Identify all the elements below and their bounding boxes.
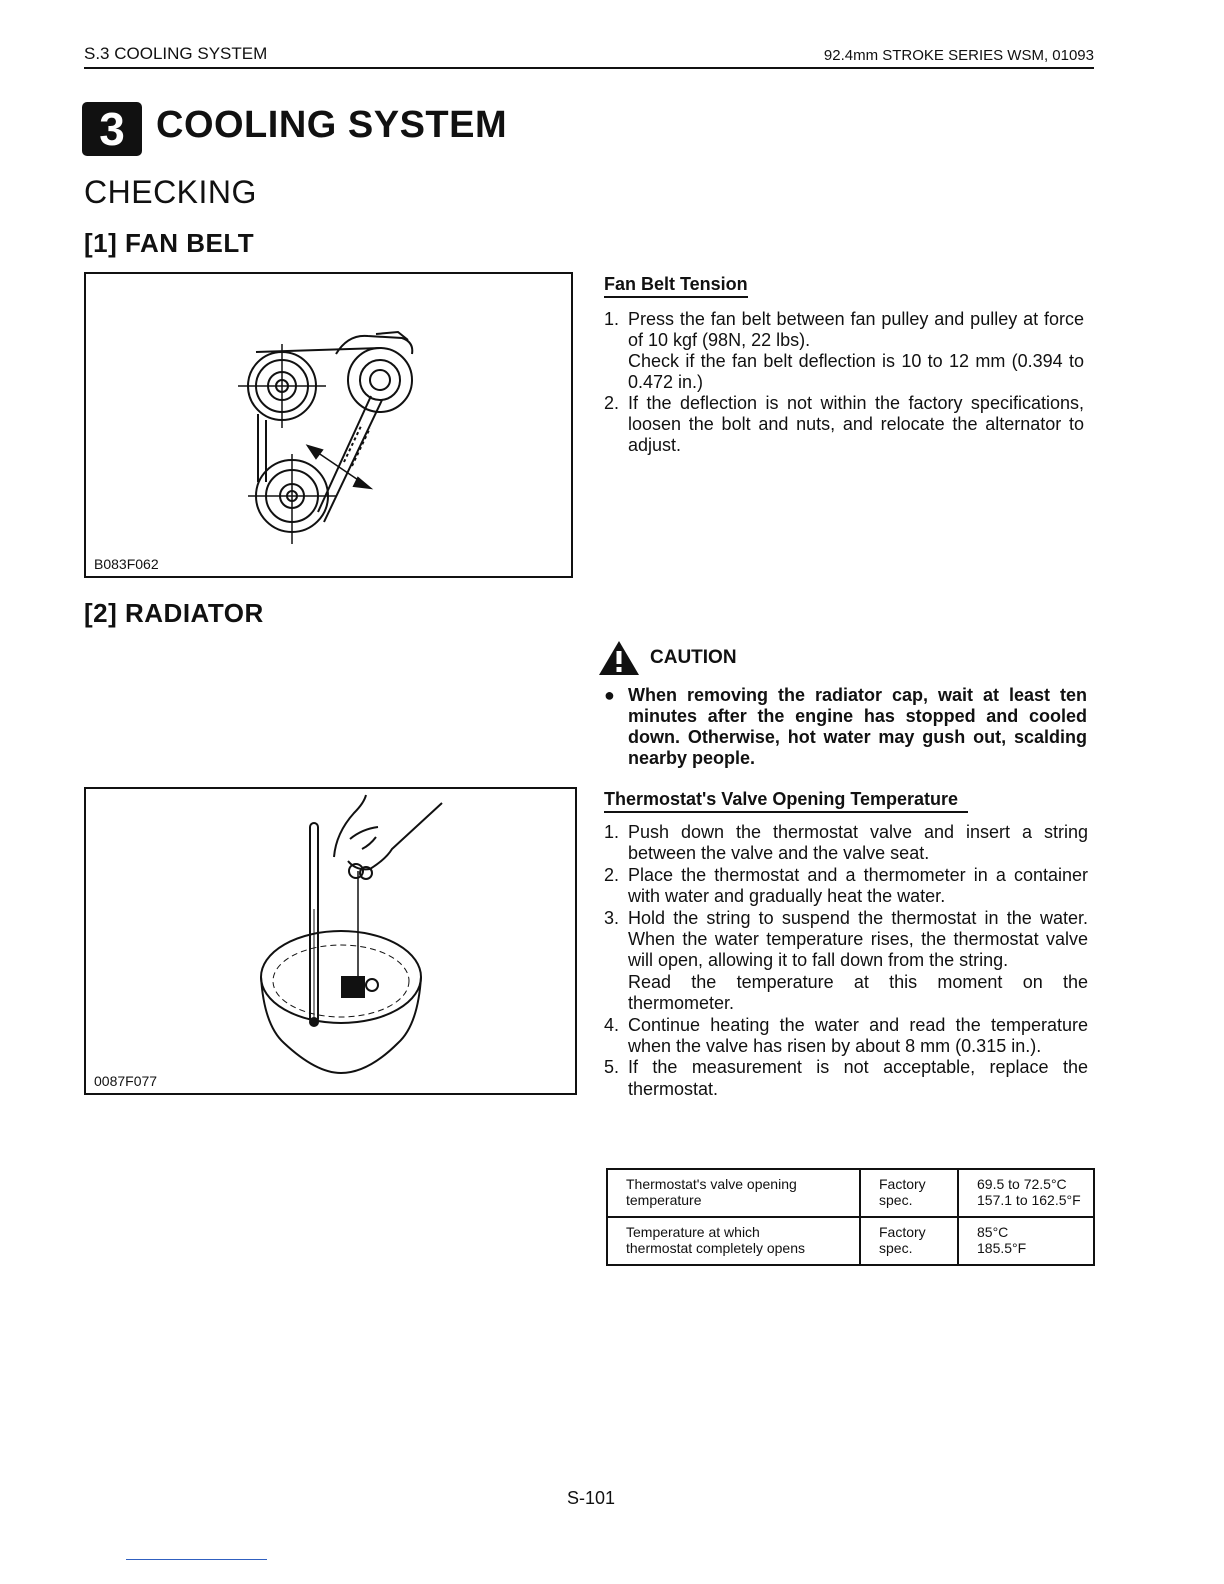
header-rule (84, 67, 1094, 69)
thermostat-test-figure (84, 787, 577, 1095)
thermostat-step (604, 908, 1088, 1015)
page-subtitle: CHECKING (84, 174, 257, 210)
cell-line: Factory (879, 1224, 926, 1240)
page-title: COOLING SYSTEM (156, 104, 508, 146)
thermostat-figure-code: 0087F077 (94, 1073, 158, 1089)
table-row (607, 1217, 1094, 1265)
table-cell-item (607, 1169, 860, 1217)
fan-belt-heading: [1] FAN BELT (84, 228, 255, 258)
cell-line: Factory (879, 1176, 926, 1192)
thermostat-test-drawing (86, 789, 575, 1089)
step-number: 2. (604, 864, 620, 885)
thermostat-subheading (604, 789, 968, 813)
page-number: S-101 (567, 1488, 616, 1508)
table-cell-spec (860, 1169, 958, 1217)
step-text: Place the thermostat and a thermometer in a container with water and gradually heat the water. (628, 864, 1088, 907)
step-number: 4. (604, 1014, 620, 1035)
fan-belt-subheading-text: Fan Belt Tension (604, 274, 748, 298)
fan-belt-figure-code: B083F062 (94, 556, 159, 572)
fan-belt-drawing (86, 274, 571, 544)
caution-label-row (598, 640, 737, 676)
thermostat-steps (604, 822, 1088, 1100)
caution-label: CAUTION (650, 647, 737, 668)
table-cell-value (958, 1169, 1094, 1217)
step-text: Check if the fan belt deflection is 10 to 12 mm (0.394 to 0.472 in.) (628, 351, 1084, 392)
step-text: Read the temperature at this moment on the thermometer. (628, 971, 1088, 1014)
caution-item (604, 685, 1087, 769)
thermostat-subheading-text: Thermostat's Valve Opening Temperature (604, 789, 968, 813)
cell-line: temperature (626, 1192, 702, 1208)
step-number: 1. (604, 822, 620, 842)
thermostat-step (604, 865, 1088, 908)
step-text: If the measurement is not acceptable, replace the thermostat. (628, 1057, 1088, 1099)
warning-triangle-icon (598, 640, 640, 676)
cell-line: Thermostat's valve opening (626, 1176, 797, 1192)
table-cell-spec (860, 1217, 958, 1265)
thermostat-step (604, 1057, 1088, 1100)
fan-belt-step (604, 393, 1084, 456)
cell-line: spec. (879, 1192, 913, 1208)
cell-line: 85°C (977, 1224, 1009, 1240)
step-number: 1. (604, 309, 620, 329)
step-number: 5. (604, 1057, 620, 1078)
running-header-left: S.3 COOLING SYSTEM (84, 44, 268, 63)
cell-line: 185.5°F (977, 1240, 1027, 1256)
cell-line: spec. (879, 1240, 913, 1256)
bullet-icon: ● (604, 685, 615, 705)
cell-line: 69.5 to 72.5°C (977, 1176, 1067, 1192)
caution-text: When removing the radiator cap, wait at least ten minutes after the engine has stopped and cooled down. Otherwise, hot water may gush out, scalding nearby people. (628, 685, 1087, 768)
step-number: 2. (604, 393, 620, 413)
radiator-heading: [2] RADIATOR (84, 598, 264, 628)
step-text: Continue heating the water and read the temperature when the valve has risen by about 8 mm (0.315 in.). (628, 1014, 1088, 1057)
thermostat-step (604, 822, 1088, 865)
table-row (607, 1169, 1094, 1217)
cell-line: 157.1 to 162.5°F (977, 1192, 1081, 1208)
cell-line: thermostat completely opens (626, 1240, 805, 1256)
fan-belt-step (604, 309, 1084, 393)
step-text: Press the fan belt between fan pulley and pulley at force of 10 kgf (98N, 22 lbs). (628, 309, 1084, 350)
table-cell-value (958, 1217, 1094, 1265)
step-number: 3. (604, 907, 620, 928)
section-badge (82, 102, 142, 156)
fan-belt-figure (84, 272, 573, 578)
cell-line: Temperature at which (626, 1224, 760, 1240)
thermostat-step (604, 1015, 1088, 1058)
step-text: Push down the thermostat valve and insert a string between the valve and the valve seat. (628, 822, 1088, 864)
footer-rule (126, 1559, 267, 1560)
thermostat-spec-table (606, 1168, 1095, 1266)
table-cell-item (607, 1217, 860, 1265)
section-badge-number: 3 (99, 103, 125, 155)
fan-belt-steps (604, 309, 1084, 456)
step-text: If the deflection is not within the factory specifications, loosen the bolt and nuts, and relocate the alternator to adjust. (628, 393, 1084, 455)
running-header-right: 92.4mm STROKE SERIES WSM, 01093 (823, 47, 1094, 64)
fan-belt-subheading (604, 274, 748, 298)
step-text: Hold the string to suspend the thermostat in the water. When the water temperature rises, the thermostat valve will open, allowing it to fall down from the string. (628, 907, 1088, 971)
